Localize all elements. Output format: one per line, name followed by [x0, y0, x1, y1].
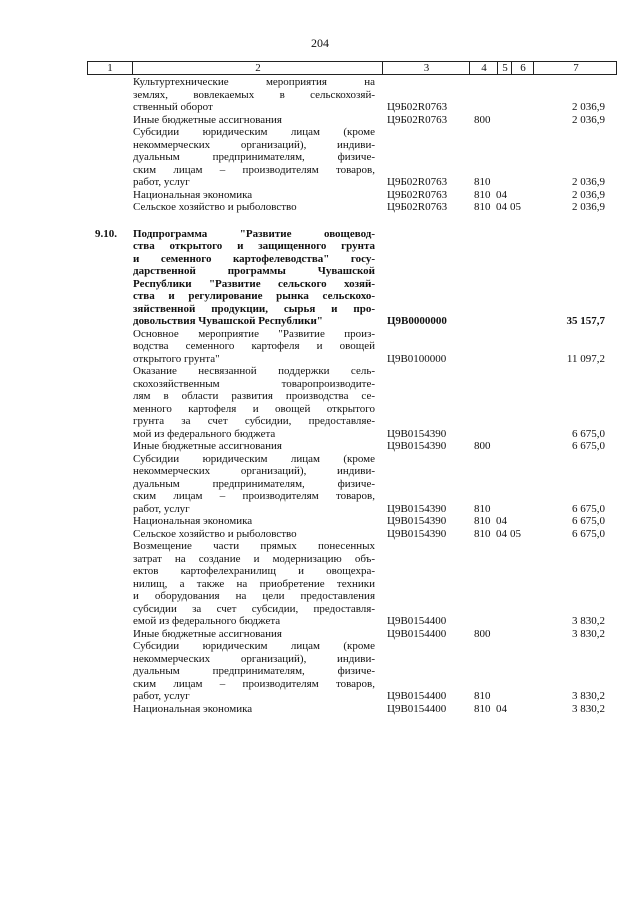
row-description [131, 228, 381, 328]
row-number [87, 114, 131, 127]
description-line: Иные бюджетные ассигнования [133, 113, 282, 126]
description-line: затрат на создание и модернизацию объ- [133, 552, 375, 565]
section-code: 04 [496, 527, 507, 540]
description-line: дуальным предпринимателям, физиче- [133, 665, 375, 677]
description-line: некоммерческих организаций), индиви- [133, 465, 375, 477]
subsection-code: 05 [510, 527, 521, 540]
description-line: водства семенного картофеля и овощей [133, 340, 375, 352]
table-row [87, 365, 617, 440]
column-header-row [87, 61, 617, 75]
expense-type-code: 810 [474, 188, 491, 201]
amount-value: 2 036,9 [572, 176, 605, 188]
description-line: зяйственной продукции, сырья и про- [133, 302, 375, 315]
row-number [87, 515, 131, 528]
row-description [131, 453, 381, 516]
description-line: менного картофеля и овощей открытого [133, 402, 375, 415]
row-description [131, 540, 381, 628]
amount-value: 6 675,0 [572, 502, 605, 515]
expense-type-code: 800 [474, 627, 491, 640]
description-line: землях, вовлекаемых в сельскохозяй- [133, 88, 375, 101]
row-number [87, 126, 131, 189]
row-spacer [87, 214, 617, 228]
target-article-code: Ц9В0154390 [387, 515, 447, 527]
row-number [87, 201, 131, 214]
description-line: Возмещение части прямых понесенных [133, 540, 375, 552]
description-line: Сельское хозяйство и рыболовство [133, 201, 297, 213]
target-article-code: Ц9В0154390 [387, 502, 447, 515]
budget-table-body [87, 76, 617, 715]
target-article-code: Ц9В0154400 [387, 627, 447, 640]
target-article-code: Ц9Б02R0763 [387, 188, 448, 201]
expense-type-code: 800 [474, 113, 491, 126]
expense-type-code: 800 [474, 440, 491, 452]
description-line: ским лицам – производителям товаров, [133, 677, 375, 690]
row-description [131, 640, 381, 703]
column-header-1: 1 [107, 62, 113, 74]
description-line: емой из федерального бюджета [133, 615, 281, 627]
amount-value: 2 036,9 [572, 188, 605, 201]
column-header-6: 6 [511, 62, 534, 74]
table-row [87, 228, 617, 328]
row-number [87, 453, 131, 516]
description-line: грунта за счет субсидии, предоставляе- [133, 415, 375, 427]
row-description [131, 114, 381, 127]
table-row [87, 114, 617, 127]
table-row [87, 628, 617, 641]
row-description [131, 528, 381, 541]
amount-value: 3 830,2 [572, 690, 605, 702]
amount-value: 2 036,9 [572, 113, 605, 126]
row-number [87, 528, 131, 541]
description-line: дуальным предпринимателям, физиче- [133, 151, 375, 163]
description-line: дарственной программы Чувашской [133, 265, 375, 277]
description-line: Республики "Развитие сельского хозяй- [133, 277, 375, 290]
description-line: Культуртехнические мероприятия на [133, 76, 375, 88]
column-header-3: 3 [382, 62, 470, 74]
description-line: Субсидии юридическим лицам (кроме [133, 640, 375, 652]
description-line: ектов картофелехранилищ и овощехра- [133, 565, 375, 577]
row-number [87, 328, 131, 366]
description-line: Основное мероприятие "Развитие произ- [133, 327, 375, 340]
subsection-code: 05 [510, 201, 521, 213]
target-article-code: Ц9В0154400 [387, 702, 447, 715]
description-line: работ, услуг [133, 690, 190, 702]
target-article-code: Ц9Б02R0763 [387, 176, 448, 188]
description-line: довольствия Чувашской Республики" [133, 315, 323, 327]
expense-type-code: 810 [474, 502, 491, 515]
amount-value: 3 830,2 [572, 615, 605, 627]
expense-type-code: 810 [474, 690, 491, 702]
table-row [87, 540, 617, 628]
table-row [87, 328, 617, 366]
description-line: скохозяйственным товаропроизводите- [133, 377, 375, 390]
row-number [87, 365, 131, 440]
column-header-4: 4 [469, 62, 498, 74]
target-article-code: Ц9В0154400 [387, 690, 447, 702]
row-number [87, 189, 131, 202]
row-number [87, 540, 131, 628]
expense-type-code: 810 [474, 176, 491, 188]
description-line: Иные бюджетные ассигнования [133, 440, 282, 452]
row-number [87, 440, 131, 453]
row-description [131, 515, 381, 528]
description-line: работ, услуг [133, 176, 190, 188]
description-line: Иные бюджетные ассигнования [133, 627, 282, 640]
row-description [131, 365, 381, 440]
description-line: нилищ, а также на приобретение техники [133, 577, 375, 590]
row-description [131, 201, 381, 214]
row-description [131, 126, 381, 189]
row-description [131, 628, 381, 641]
amount-value: 2 036,9 [572, 201, 605, 213]
column-header-2: 2 [132, 62, 383, 74]
target-article-code: Ц9В0100000 [387, 352, 447, 365]
table-row [87, 703, 617, 716]
description-line: Подпрограмма "Развитие овощевод- [133, 227, 375, 240]
table-row [87, 640, 617, 703]
column-header-5: 5 [497, 62, 512, 74]
amount-value: 2 036,9 [572, 101, 605, 113]
description-line: Субсидии юридическим лицам (кроме [133, 452, 375, 465]
table-row [87, 440, 617, 453]
section-code: 04 [496, 188, 507, 201]
table-row [87, 453, 617, 516]
amount-value: 35 157,7 [566, 315, 605, 327]
target-article-code: Ц9В0154390 [387, 440, 447, 452]
table-row [87, 528, 617, 541]
row-description [131, 76, 381, 114]
description-line: Национальная экономика [133, 515, 253, 527]
row-description [131, 328, 381, 366]
page-number: 204 [311, 36, 329, 50]
row-number: 9.10. [95, 227, 117, 240]
description-line: ства открытого и защищенного грунта [133, 240, 375, 252]
description-line: и оборудования на цели предоставления [133, 590, 375, 602]
section-code: 04 [496, 515, 507, 527]
row-description [131, 440, 381, 453]
description-line: некоммерческих организаций), индиви- [133, 652, 375, 665]
target-article-code: Ц9В0154390 [387, 527, 447, 540]
section-code: 04 [496, 702, 507, 715]
row-number [87, 76, 131, 114]
description-line: Национальная экономика [133, 702, 253, 715]
target-article-code: Ц9Б02R0763 [387, 101, 448, 113]
description-line: некоммерческих организаций), индиви- [133, 138, 375, 151]
column-header-7: 7 [533, 62, 618, 74]
row-number [87, 628, 131, 641]
target-article-code: Ц9Б02R0763 [387, 201, 448, 213]
table-row [87, 189, 617, 202]
expense-type-code: 810 [474, 515, 491, 527]
table-row [87, 126, 617, 189]
description-line: ственный оборот [133, 101, 213, 113]
description-line: ским лицам – производителям товаров, [133, 163, 375, 176]
amount-value: 3 830,2 [572, 702, 605, 715]
row-description [131, 703, 381, 716]
amount-value: 6 675,0 [572, 427, 605, 440]
amount-value: 6 675,0 [572, 515, 605, 527]
table-row [87, 515, 617, 528]
description-line: работ, услуг [133, 502, 190, 515]
description-line: субсидии за счет субсидии, предоставля- [133, 602, 375, 615]
description-line: Национальная экономика [133, 188, 253, 201]
description-line: Сельское хозяйство и рыболовство [133, 527, 297, 540]
description-line: дуальным предпринимателям, физиче- [133, 477, 375, 490]
row-description [131, 189, 381, 202]
expense-type-code: 810 [474, 702, 491, 715]
description-line: ским лицам – производителям товаров, [133, 490, 375, 502]
expense-type-code: 810 [474, 201, 491, 213]
table-row [87, 76, 617, 114]
section-code: 04 [496, 201, 507, 213]
expense-type-code: 810 [474, 527, 491, 540]
target-article-code: Ц9В0000000 [387, 315, 447, 327]
description-line: лям в области развития производства се- [133, 390, 375, 402]
target-article-code: Ц9В0154400 [387, 615, 447, 627]
amount-value: 11 097,2 [566, 352, 605, 365]
target-article-code: Ц9Б02R0763 [387, 113, 448, 126]
amount-value: 3 830,2 [572, 627, 605, 640]
row-number [87, 703, 131, 716]
description-line: открытого грунта" [133, 352, 220, 365]
description-line: мой из федерального бюджета [133, 427, 276, 440]
description-line: ства и регулирование рынка сельскохо- [133, 290, 375, 302]
row-number [87, 640, 131, 703]
amount-value: 6 675,0 [572, 527, 605, 540]
target-article-code: Ц9В0154390 [387, 427, 447, 440]
description-line: Оказание несвязанной поддержки сель- [133, 365, 375, 377]
amount-value: 6 675,0 [572, 440, 605, 452]
description-line: Субсидии юридическим лицам (кроме [133, 126, 375, 138]
table-row [87, 201, 617, 214]
description-line: и семенного картофелеводства" госу- [133, 252, 375, 265]
